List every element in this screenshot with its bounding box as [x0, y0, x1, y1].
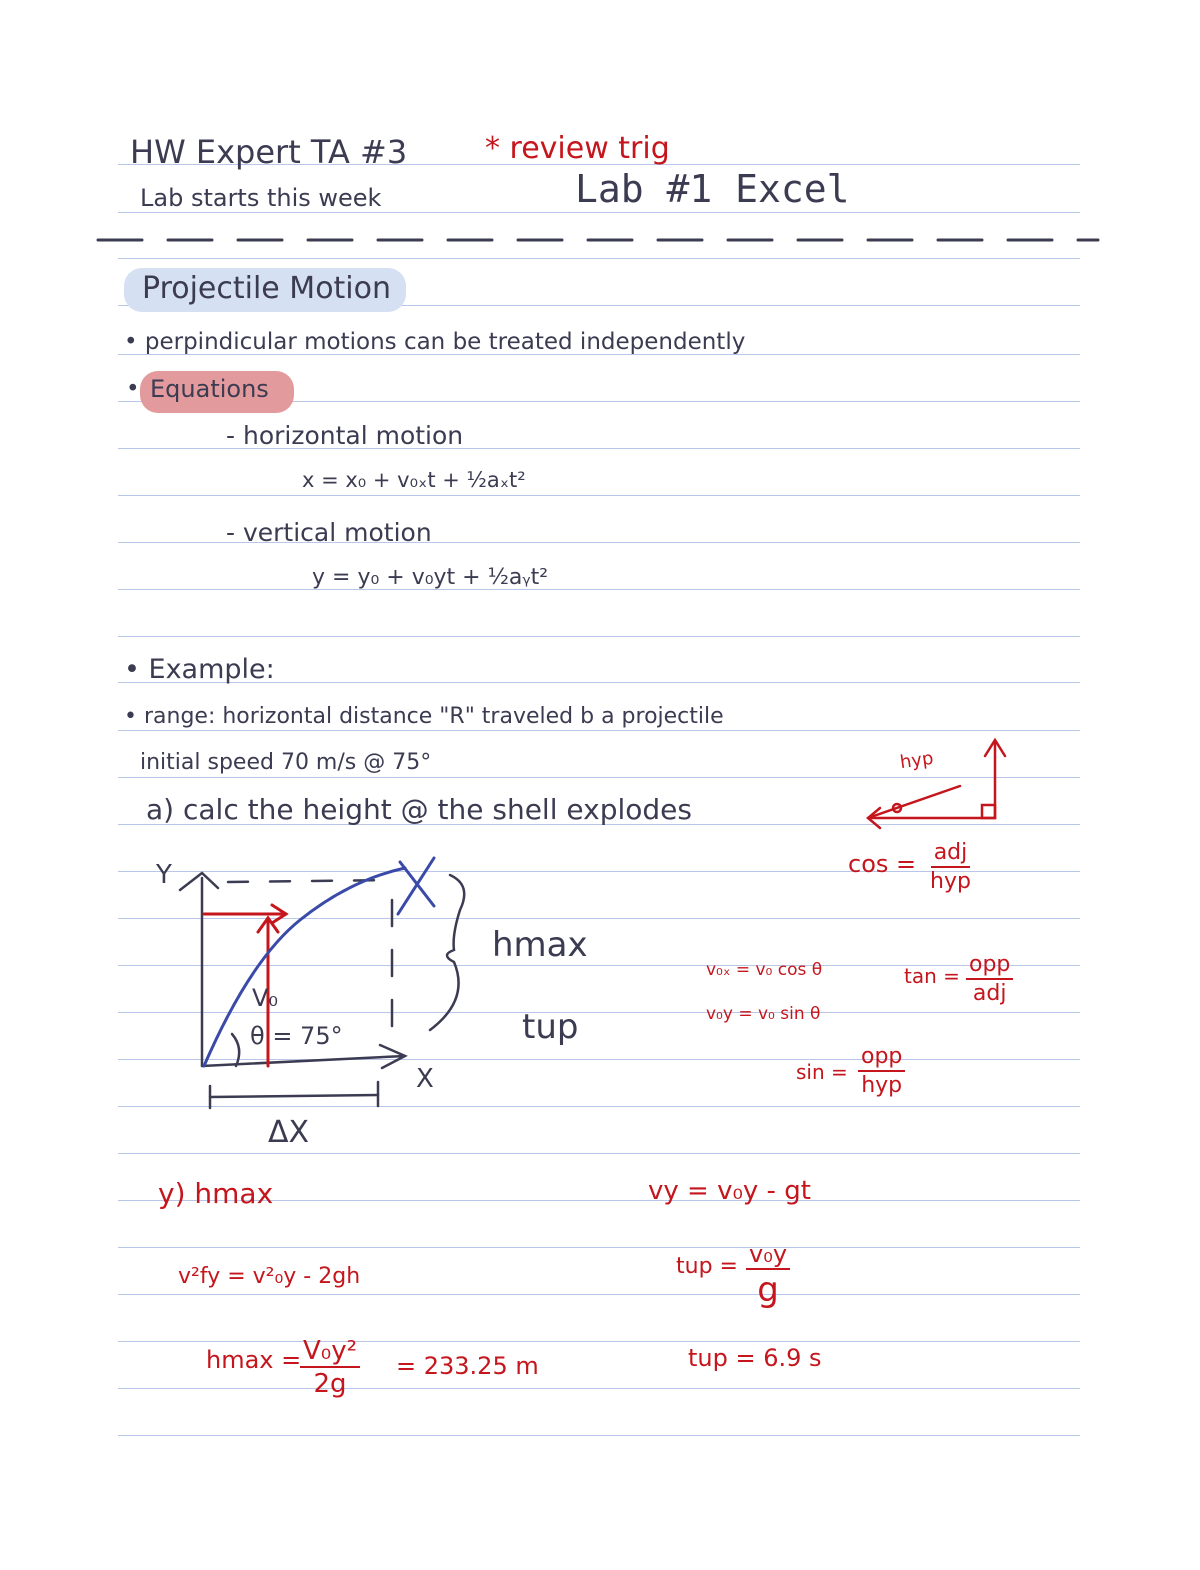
hyp-label: hyp — [898, 747, 935, 774]
cos-numerator: adj — [931, 842, 971, 868]
hw-title: HW Expert TA #3 — [130, 133, 408, 171]
energy-equation: v²fy = v²₀y - 2gh — [178, 1264, 361, 1289]
bullet-dot: • — [126, 376, 140, 402]
y-axis-label: Y — [156, 860, 172, 890]
sin-fraction — [858, 1046, 905, 1097]
tan-denominator: adj — [972, 981, 1007, 1006]
review-note: * review trig — [485, 131, 670, 166]
x-axis-label: X — [416, 1064, 434, 1094]
horizontal-equation: x = x₀ + v₀ₓt + ½aₓt² — [302, 468, 526, 492]
cos-denominator: hyp — [930, 869, 971, 894]
tup-denominator: g — [757, 1270, 779, 1310]
voy-formula: v₀y = v₀ sin θ — [706, 1004, 821, 1024]
hmax-denominator: 2g — [313, 1369, 347, 1399]
y-hmax-heading: y) hmax — [158, 1177, 274, 1210]
sin-denominator: hyp — [861, 1073, 903, 1098]
trig-triangle — [868, 740, 1005, 828]
vertical-label: - vertical motion — [226, 518, 432, 547]
tup-fraction — [746, 1240, 790, 1310]
tan-fraction — [966, 954, 1013, 1005]
range-line: • range: horizontal distance "R" traveled b a projectile — [124, 704, 724, 729]
vox-formula: v₀ₓ = v₀ cos θ — [706, 960, 823, 980]
bullet-independent: • perpindicular motions can be treated independently — [124, 329, 746, 355]
hmax-label: hmax — [492, 925, 588, 965]
tan-numerator: opp — [966, 954, 1013, 980]
v0-label: V₀ — [252, 984, 279, 1012]
initial-speed: initial speed 70 m/s @ 75° — [140, 750, 432, 775]
cos-fraction — [930, 842, 971, 893]
tup-lhs: tup = — [676, 1254, 738, 1279]
vertical-equation: y = y₀ + v₀yt + ½aᵧt² — [312, 565, 549, 590]
lab-title: Lab #1 Excel — [575, 167, 850, 211]
hmax-fraction — [300, 1338, 360, 1397]
vy-equation: vy = v₀y - gt — [648, 1176, 811, 1206]
hmax-result: = 233.25 m — [396, 1352, 539, 1380]
sin-lhs: sin = — [796, 1060, 848, 1084]
hmax-lhs: hmax = — [206, 1346, 302, 1374]
horizontal-label: - horizontal motion — [226, 421, 464, 450]
hmax-numerator: V₀y² — [300, 1338, 360, 1368]
tup-numerator: v₀y — [746, 1242, 790, 1270]
lab-note: Lab starts this week — [140, 184, 382, 212]
angle-label: θ = 75° — [250, 1022, 343, 1050]
example-label: • Example: — [124, 654, 275, 685]
equations-label: Equations — [150, 375, 269, 403]
tan-lhs: tan = — [904, 964, 960, 988]
tup-label: tup — [522, 1007, 579, 1047]
dx-label: ΔX — [268, 1115, 310, 1150]
part-a: a) calc the height @ the shell explodes — [146, 793, 692, 826]
sin-numerator: opp — [858, 1046, 905, 1072]
section-title: Projectile Motion — [142, 271, 392, 306]
tup-result: tup = 6.9 s — [688, 1344, 822, 1372]
cos-lhs: cos = — [848, 850, 917, 878]
